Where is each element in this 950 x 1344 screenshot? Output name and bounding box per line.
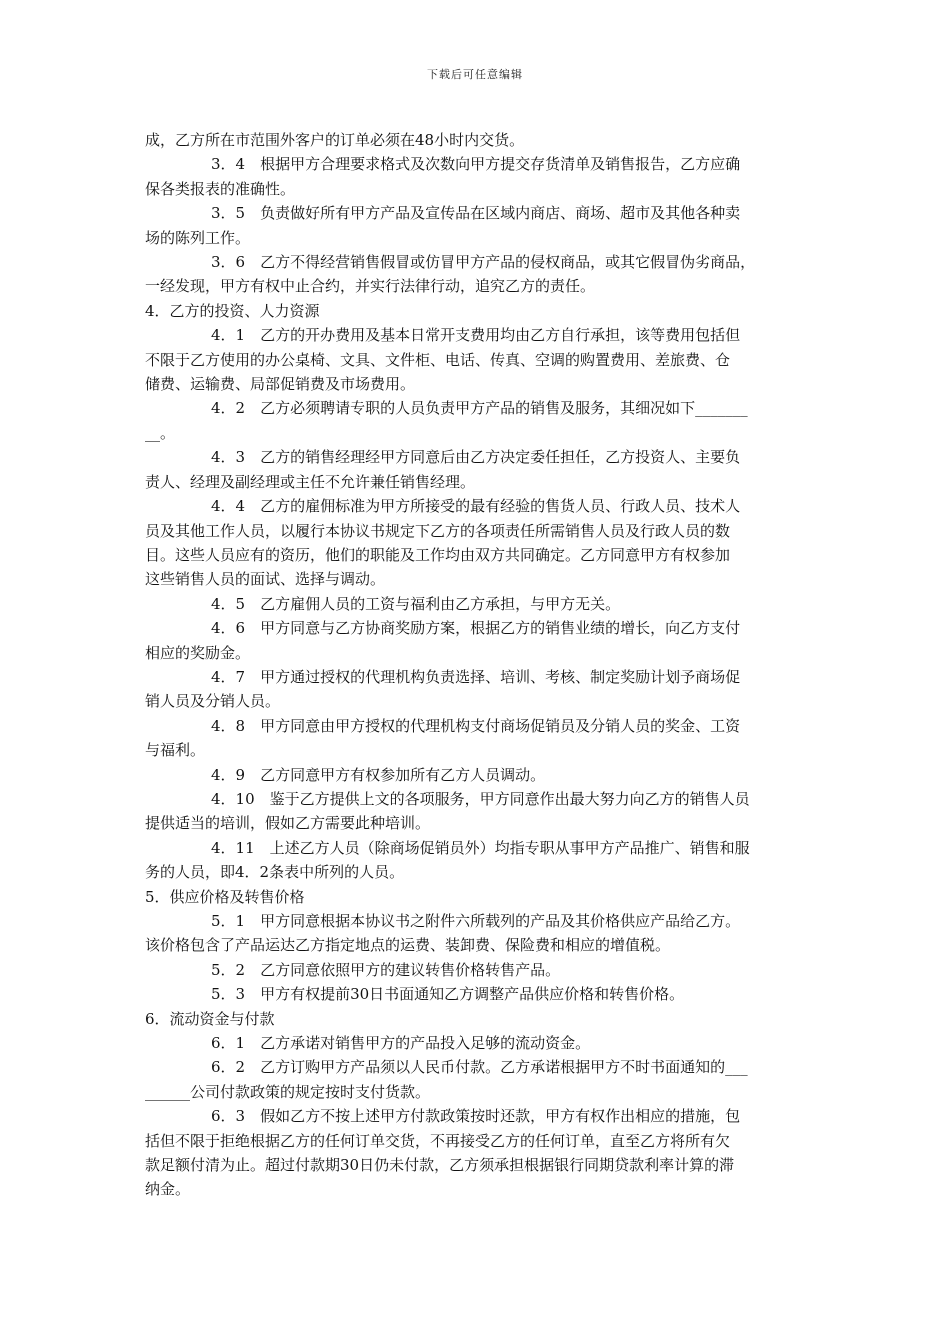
text-line: 4．3 乙方的销售经理经甲方同意后由乙方决定委任担任，乙方投资人、主要负 <box>211 448 741 467</box>
text-line: 相应的奖励金。 <box>145 643 251 662</box>
text-line: 4．8 甲方同意由甲方授权的代理机构支付商场促销员及分销人员的奖金、工资 <box>211 716 741 735</box>
text-line: 4．5 乙方雇佣人员的工资与福利由乙方承担，与甲方无关。 <box>211 594 621 613</box>
text-line: 5．3 甲方有权提前30日书面通知乙方调整产品供应价格和转售价格。 <box>211 985 685 1004</box>
text-line: 一经发现，甲方有权中止合约，并实行法律行动，追究乙方的责任。 <box>145 277 596 296</box>
text-line: ______公司付款政策的规定按时支付货款。 <box>145 1082 431 1101</box>
text-line: 4．4 乙方的雇佣标准为甲方所接受的最有经验的售货人员、行政人员、技术人 <box>211 497 741 516</box>
document-body <box>145 128 813 1202</box>
text-line: 3．5 负责做好所有甲方产品及宣传品在区域内商店、商场、超市及其他各种卖 <box>211 204 741 223</box>
text-line: 成，乙方所在市范围外客户的订单必须在48小时内交货。 <box>145 131 525 149</box>
text-line: 销人员及分销人员。 <box>145 692 281 711</box>
text-line: 4．11 上述乙方人员（除商场促销员外）均指专职从事甲方产品推广、销售和服 <box>211 838 750 857</box>
text-line: 这些销售人员的面试、选择与调动。 <box>145 570 386 589</box>
text-line: 责人、经理及副经理或主任不允许兼任销售经理。 <box>145 472 476 491</box>
text-line: 储费、运输费、局部促销费及市场费用。 <box>145 375 416 394</box>
text-line: 4．9 乙方同意甲方有权参加所有乙方人员调动。 <box>211 765 546 784</box>
text-line: 3．6 乙方不得经营销售假冒或仿冒甲方产品的侵权商品，或其它假冒伪劣商品， <box>211 253 756 272</box>
text-line: 纳金。 <box>145 1180 191 1199</box>
text-line: 6．3 假如乙方不按上述甲方付款政策按时还款，甲方有权作出相应的措施，包 <box>211 1107 741 1126</box>
text-line: 场的陈列工作。 <box>145 228 251 247</box>
text-line: 6．1 乙方承诺对销售甲方的产品投入足够的流动资金。 <box>211 1034 591 1053</box>
text-line: 3．4 根据甲方合理要求格式及次数向甲方提交存货清单及销售报告，乙方应确 <box>211 155 741 174</box>
text-line: 6．流动资金与付款 <box>145 1009 275 1028</box>
text-line: 提供适当的培训，假如乙方需要此种培训。 <box>145 814 431 833</box>
text-line: 目。这些人员应有的资历，他们的职能及工作均由双方共同确定。乙方同意甲方有权参加 <box>145 545 731 564</box>
text-line: 括但不限于拒绝根据乙方的任何订单交货，不再接受乙方的任何订单，直至乙方将所有欠 <box>145 1131 731 1150</box>
text-line: 5．1 甲方同意根据本协议书之附件六所载列的产品及其价格供应产品给乙方。 <box>211 912 741 930</box>
text-line: 款足额付清为止。超过付款期30日仍未付款，乙方须承担根据银行同期贷款利率计算的滞 <box>145 1156 735 1175</box>
text-line: 不限于乙方使用的办公桌椅、文具、文件柜、电话、传真、空调的购置费用、差旅费、仓 <box>145 350 731 369</box>
text-line: 4．7 甲方通过授权的代理机构负责选择、培训、考核、制定奖励计划予商场促 <box>211 667 741 686</box>
text-line: 该价格包含了产品运达乙方指定地点的运费、装卸费、保险费和相应的增值税。 <box>145 936 671 955</box>
header-note: 下载后可任意编辑 <box>427 68 523 81</box>
text-line: 6．2 乙方订购甲方产品须以人民币付款。乙方承诺根据甲方不时书面通知的___ <box>211 1058 748 1077</box>
text-line: 4．6 甲方同意与乙方协商奖励方案，根据乙方的销售业绩的增长，向乙方支付 <box>211 619 741 638</box>
text-line: 4．10 鉴于乙方提供上文的各项服务，甲方同意作出最大努力向乙方的销售人员 <box>211 789 750 808</box>
text-line: 员及其他工作人员，以履行本协议书规定下乙方的各项责任所需销售人员及行政人员的数 <box>145 521 731 540</box>
text-line: 5．2 乙方同意依照甲方的建议转售价格转售产品。 <box>211 960 561 979</box>
text-line: 务的人员，即4．2条表中所列的人员。 <box>145 863 405 882</box>
text-line: 4．乙方的投资、人力资源 <box>145 301 320 320</box>
text-line: 4．2 乙方必须聘请专职的人员负责甲方产品的销售及服务，其细况如下_______ <box>211 399 748 418</box>
text-line: 5．供应价格及转售价格 <box>145 887 305 906</box>
text-line: 与福利。 <box>145 741 206 760</box>
text-line: 保各类报表的准确性。 <box>145 179 296 198</box>
text-line: __。 <box>145 423 176 442</box>
text-line: 4．1 乙方的开办费用及基本日常开支费用均由乙方自行承担，该等费用包括但 <box>211 326 741 345</box>
